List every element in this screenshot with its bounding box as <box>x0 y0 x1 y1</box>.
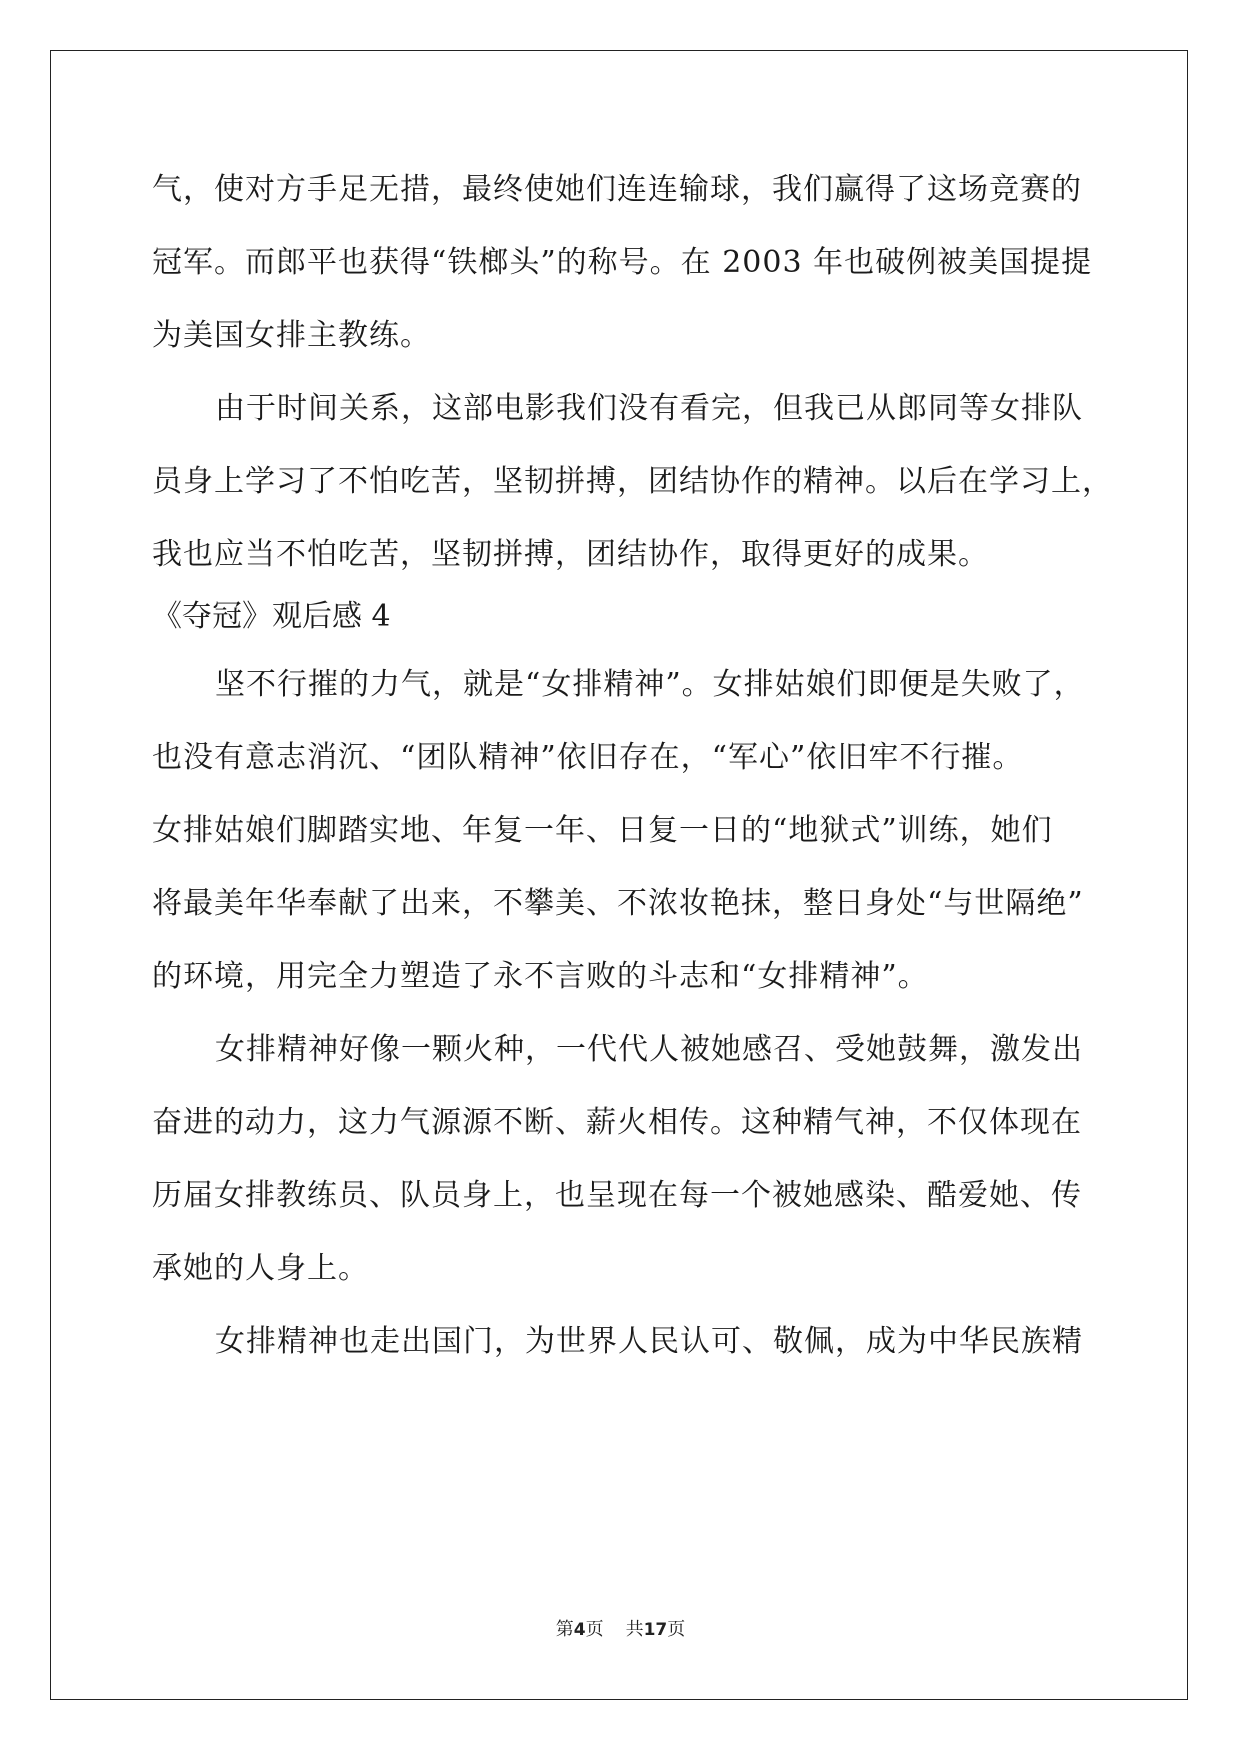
paragraph-line: 承她的人身上。 <box>152 1251 369 1286</box>
paragraph-line: 坚不行摧的力气，就是“女排精神”。女排姑娘们即便是失败了， <box>215 667 1085 702</box>
paragraph-line: 为美国女排主教练。 <box>152 318 431 353</box>
footer-prefix: 第 <box>555 1619 574 1640</box>
current-page-number: 4 <box>573 1620 586 1640</box>
paragraph-line: 气，使对方手足无措，最终使她们连连输球，我们赢得了这场竞赛的 <box>152 172 1082 207</box>
page-border <box>50 50 1188 1700</box>
paragraph-line: 员身上学习了不怕吃苦，坚韧拼搏，团结协作的精神。以后在学习上， <box>152 464 1113 499</box>
paragraph-line: 将最美年华奉献了出来，不攀美、不浓妆艳抹，整日身处“与世隔绝” <box>152 886 1084 921</box>
paragraph-line: 由于时间关系，这部电影我们没有看完，但我已从郎同等女排队 <box>215 391 1083 426</box>
paragraph-line: 冠军。而郎平也获得“铁榔头”的称号。在 2003 年也破例被美国提提 <box>152 245 1093 280</box>
paragraph-line: 历届女排教练员、队员身上，也呈现在每一个被她感染、酷爱她、传 <box>152 1178 1082 1213</box>
paragraph-line: 女排精神好像一颗火种，一代代人被她感召、受她鼓舞，激发出 <box>215 1032 1083 1067</box>
footer-total-prefix: 共 <box>625 1619 644 1640</box>
paragraph-line: 女排姑娘们脚踏实地、年复一年、日复一日的“地狱式”训练，她们 <box>152 813 1053 848</box>
section-heading: 《夺冠》观后感 4 <box>152 599 391 634</box>
footer-total-suffix: 页 <box>667 1619 686 1640</box>
paragraph-line: 奋进的动力，这力气源源不断、薪火相传。这种精气神，不仅体现在 <box>152 1105 1082 1140</box>
paragraph-line: 女排精神也走出国门，为世界人民认可、敬佩，成为中华民族精 <box>215 1324 1083 1359</box>
paragraph-line: 的环境，用完全力塑造了永不言败的斗志和“女排精神”。 <box>152 959 929 994</box>
total-page-count: 17 <box>643 1620 668 1640</box>
paragraph-line: 我也应当不怕吃苦，坚韧拼搏，团结协作，取得更好的成果。 <box>152 537 989 572</box>
paragraph-line: 也没有意志消沉、“团队精神”依旧存在，“军心”依旧牢不行摧。 <box>152 740 1024 775</box>
page-footer <box>0 1618 1241 1642</box>
footer-page-suffix: 页 <box>585 1619 604 1640</box>
